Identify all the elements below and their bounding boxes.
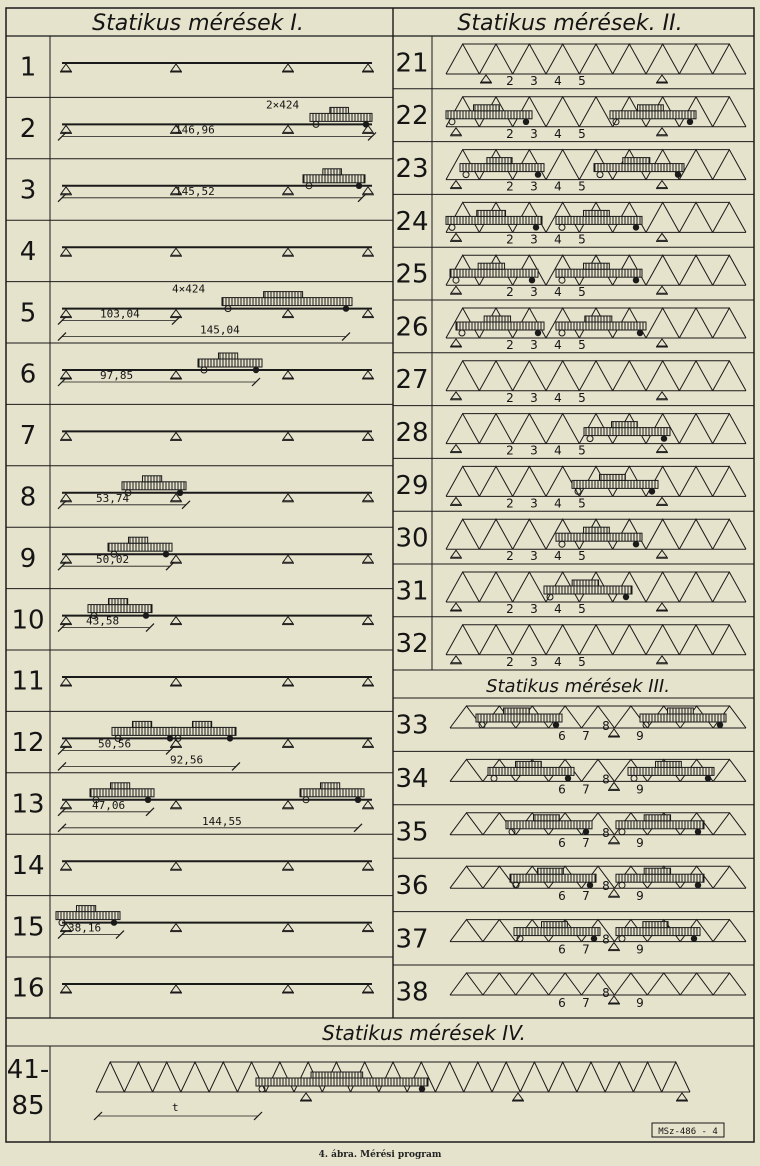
- panel-label-g: 8: [602, 986, 610, 1000]
- row-number-iv-top: 41-: [6, 1055, 50, 1085]
- support-2: [282, 862, 294, 870]
- support-0: [60, 739, 72, 747]
- panel-label-d: 5: [578, 338, 586, 352]
- row-number: 27: [395, 365, 429, 396]
- panel-label-f: 7: [582, 782, 590, 797]
- support-1: [170, 617, 182, 625]
- support-2: [282, 310, 294, 318]
- left-row-6: [6, 343, 393, 390]
- right-support: [656, 656, 668, 664]
- panel-label-a: 2: [506, 496, 514, 511]
- panel-label-b: 3: [530, 602, 538, 616]
- dimension-value: 50,56: [98, 737, 132, 751]
- support-1: [170, 310, 182, 318]
- load-vehicle-0: [476, 708, 562, 728]
- panel-label-c: 4: [554, 443, 562, 458]
- load-vehicle-0: [446, 210, 542, 230]
- panel-label-b: 3: [530, 232, 538, 247]
- right-support: [656, 339, 668, 347]
- load-vehicle-0: [450, 263, 538, 283]
- load-vehicle-1: [640, 708, 726, 728]
- panel-label-a: 2: [506, 179, 514, 194]
- right-row-37: [393, 912, 754, 957]
- panel-label-e: 6: [558, 996, 566, 1010]
- dimension-value: 145,52: [175, 184, 215, 198]
- support-2: [282, 64, 294, 72]
- panel-label-a: 2: [506, 654, 514, 669]
- panel-label-g: 8: [602, 932, 610, 947]
- right-support: [656, 550, 668, 558]
- right-support: [656, 603, 668, 611]
- panel-label-c: 4: [554, 338, 562, 352]
- right-row-24: [393, 194, 754, 246]
- row-number: 37: [395, 924, 429, 955]
- truss: [446, 44, 746, 74]
- support-0: [60, 371, 72, 379]
- load-label: 2×424: [266, 98, 300, 112]
- support-2: [512, 1093, 524, 1101]
- row-number: 14: [11, 850, 45, 881]
- left-row-11: [6, 650, 393, 697]
- panel-label-a: 2: [506, 549, 514, 564]
- panel-label-h: 9: [636, 942, 644, 957]
- load-vehicle-0: [460, 158, 544, 178]
- right-row-31: [393, 564, 754, 616]
- support-3: [362, 862, 374, 870]
- support-3: [362, 617, 374, 625]
- left-support: [450, 550, 462, 558]
- row-number: 38: [395, 977, 429, 1008]
- row-number: 22: [395, 101, 429, 132]
- panel-label-d: 5: [578, 126, 586, 141]
- left-support: [450, 181, 462, 189]
- panel-label-b: 3: [530, 179, 538, 194]
- panel-label-h: 9: [636, 996, 644, 1010]
- row-number: 31: [395, 576, 429, 607]
- row-number: 29: [395, 470, 429, 501]
- load-vehicle-1: [556, 316, 646, 336]
- truss: [450, 973, 746, 995]
- left-row-4: [6, 220, 393, 267]
- left-rows: [6, 53, 393, 1004]
- load-vehicle-1: [616, 922, 700, 942]
- panel-label-a: 2: [506, 443, 514, 458]
- support-3: [362, 432, 374, 440]
- truss: [446, 361, 746, 391]
- left-support: [450, 392, 462, 400]
- row-number: 11: [11, 666, 45, 697]
- panel-label-c: 4: [554, 390, 562, 405]
- support-3: [362, 371, 374, 379]
- support-3: [362, 187, 374, 195]
- row-number: 10: [11, 605, 45, 636]
- row-number: 5: [19, 298, 37, 329]
- panel-label-b: 3: [530, 654, 538, 669]
- left-row-13: [6, 773, 393, 832]
- support-3: [362, 64, 374, 72]
- panel-label-d: 5: [578, 74, 586, 88]
- panel-label-c: 4: [554, 232, 562, 247]
- support-1: [170, 64, 182, 72]
- support-0: [60, 862, 72, 870]
- dimension-value: 53,74: [96, 491, 130, 505]
- row-number: 33: [395, 710, 429, 741]
- left-row-2: [6, 97, 393, 144]
- left-row-3: [6, 159, 393, 206]
- panel-label-h: 9: [636, 835, 644, 850]
- support-2: [282, 371, 294, 379]
- panel-label-c: 4: [554, 285, 562, 300]
- left-support: [480, 75, 492, 83]
- support-3: [676, 1093, 688, 1101]
- right-row-27: [393, 353, 754, 405]
- panel-label-f: 7: [582, 835, 590, 850]
- support-1: [300, 1093, 312, 1101]
- right-support: [656, 233, 668, 241]
- right-support: [656, 445, 668, 453]
- support-0: [60, 678, 72, 686]
- dimension-value: 97,85: [100, 369, 134, 382]
- truss-web: [446, 625, 746, 655]
- support-1: [170, 862, 182, 870]
- support-0: [60, 985, 72, 993]
- load-label: 4×424: [172, 282, 206, 296]
- support-1: [170, 371, 182, 379]
- support-2: [282, 125, 294, 133]
- panel-label-b: 3: [530, 496, 538, 511]
- dimension-value: 145,04: [200, 323, 240, 337]
- stamp-label: MSz-486 - 4: [658, 1127, 718, 1137]
- panel-label-h: 9: [636, 889, 644, 904]
- truss-web: [450, 973, 746, 995]
- truss-web: [446, 44, 746, 74]
- load-vehicle-1: [594, 158, 684, 178]
- dimension-value: 146,96: [175, 123, 215, 137]
- panel-label-h: 9: [636, 729, 644, 743]
- truss-web: [96, 1062, 690, 1092]
- dimension-value: 38,16: [68, 921, 102, 935]
- row-number: 28: [395, 418, 429, 448]
- truss: [96, 1062, 690, 1092]
- panel-label-d: 5: [578, 602, 586, 616]
- support-0: [60, 187, 72, 195]
- panel-label-c: 4: [554, 74, 562, 88]
- row-number: 3: [19, 175, 37, 206]
- panel-label-d: 5: [578, 443, 586, 458]
- left-row-15: [6, 896, 393, 943]
- support-0: [60, 432, 72, 440]
- panel-label-c: 4: [554, 654, 562, 669]
- left-support: [450, 339, 462, 347]
- panel-label-e: 6: [558, 729, 566, 743]
- panel-label-d: 5: [578, 496, 586, 511]
- support-2: [282, 432, 294, 440]
- panel-label-b: 3: [530, 338, 538, 352]
- panel-label-h: 9: [636, 782, 644, 797]
- panel-label-e: 6: [558, 835, 566, 850]
- load-vehicle: [256, 1072, 428, 1092]
- section-title-3: Statikus mérések III.: [486, 676, 670, 697]
- panel-label-g: 8: [602, 825, 610, 840]
- right-row-21: [395, 44, 746, 88]
- left-row-16: [6, 957, 393, 1004]
- support-0: [60, 555, 72, 563]
- panel-label-d: 5: [578, 654, 586, 669]
- section-title-1: Statikus mérések I.: [92, 11, 304, 36]
- support-2: [282, 555, 294, 563]
- support-3: [362, 924, 374, 932]
- support-3: [362, 739, 374, 747]
- support-2: [282, 924, 294, 932]
- support-0: [60, 125, 72, 133]
- long-truss: [94, 1062, 690, 1120]
- panel-label-c: 4: [554, 602, 562, 616]
- support-0: [60, 64, 72, 72]
- support-1: [170, 924, 182, 932]
- left-row-9: [6, 527, 393, 574]
- load-vehicle-0: [446, 105, 532, 125]
- left-support: [450, 656, 462, 664]
- left-support: [450, 233, 462, 241]
- panel-label-d: 5: [578, 390, 586, 405]
- support-3: [362, 494, 374, 502]
- right-row-32: [393, 617, 754, 669]
- row-number: 24: [395, 206, 429, 237]
- support-0: [60, 248, 72, 256]
- row-number: 15: [11, 912, 45, 943]
- support-3: [362, 310, 374, 318]
- row-number: 12: [11, 728, 45, 759]
- left-row-8: [6, 466, 393, 513]
- left-support: [450, 445, 462, 453]
- left-row-10: [6, 589, 393, 636]
- right-support: [656, 286, 668, 294]
- support-1: [170, 801, 182, 809]
- panel-label-c: 4: [554, 126, 562, 141]
- row-number: 32: [395, 629, 429, 660]
- row-number: 8: [19, 482, 37, 513]
- right-row-35: [393, 805, 754, 850]
- panel-label-d: 5: [578, 232, 586, 247]
- panel-label-f: 7: [582, 942, 590, 957]
- right-support: [656, 181, 668, 189]
- support-1: [170, 555, 182, 563]
- support-2: [282, 985, 294, 993]
- panel-label-g: 8: [602, 772, 610, 787]
- left-row-12: [6, 711, 393, 770]
- panel-label-g: 8: [602, 879, 610, 894]
- panel-label-b: 3: [530, 126, 538, 141]
- load-vehicle-0: [544, 580, 632, 600]
- panel-label-b: 3: [530, 549, 538, 564]
- right-row-38: [393, 965, 754, 1010]
- support-0: [60, 494, 72, 502]
- section-title-2: Statikus mérések. II.: [457, 11, 683, 36]
- truss: [446, 625, 746, 655]
- support-0: [60, 617, 72, 625]
- panel-label-f: 7: [582, 729, 590, 743]
- panel-label-c: 4: [554, 179, 562, 194]
- figure-caption: 4. ábra. Mérési program: [318, 1150, 442, 1160]
- panel-label-a: 2: [506, 232, 514, 247]
- support-1: [170, 248, 182, 256]
- right-row-29: [393, 458, 754, 510]
- dimension-value: 50,02: [96, 553, 130, 567]
- right-row-30: [393, 511, 754, 563]
- row-number: 7: [19, 421, 37, 452]
- panel-label-e: 6: [558, 782, 566, 797]
- right-support: [656, 497, 668, 505]
- left-row-7: [6, 404, 393, 451]
- right-row-36: [393, 858, 754, 903]
- support-1: [170, 985, 182, 993]
- right-support: [656, 392, 668, 400]
- load-vehicle-0: [514, 922, 600, 942]
- row-number: 30: [395, 523, 429, 554]
- panel-label-b: 3: [530, 74, 538, 88]
- support-3: [362, 985, 374, 993]
- right-row-22: [393, 89, 754, 141]
- panel-label-a: 2: [506, 338, 514, 352]
- support-3: [362, 678, 374, 686]
- panel-label-b: 3: [530, 390, 538, 405]
- row-number-iv-bottom: 85: [11, 1091, 45, 1121]
- support-2: [282, 617, 294, 625]
- right-row-28: [393, 406, 754, 458]
- panel-label-c: 4: [554, 549, 562, 564]
- panel-label-b: 3: [530, 443, 538, 458]
- row-number: 13: [11, 789, 45, 820]
- row-number: 25: [395, 259, 429, 290]
- load-vehicle-1: [628, 761, 714, 781]
- load-vehicle-1: [616, 815, 704, 835]
- panel-label-a: 2: [506, 285, 514, 300]
- row-number: 16: [11, 973, 45, 1004]
- left-support: [450, 497, 462, 505]
- panel-label-d: 5: [578, 285, 586, 300]
- panel-label-e: 6: [558, 942, 566, 957]
- support-3: [362, 555, 374, 563]
- dimension-value: 47,06: [92, 798, 126, 812]
- left-row-5: [6, 282, 393, 341]
- row-number: 35: [395, 817, 429, 848]
- right-row-25: [393, 247, 754, 299]
- dimension-value: 103,04: [100, 307, 140, 321]
- support-2: [282, 678, 294, 686]
- right-row-26: [393, 300, 754, 352]
- row-iv: [7, 1055, 724, 1137]
- left-row-1: [20, 53, 374, 83]
- dimension-value: 92,56: [170, 753, 204, 767]
- section-title-4: Statikus mérések IV.: [322, 1021, 526, 1045]
- table-frame: [6, 8, 754, 1142]
- truss-web: [446, 361, 746, 391]
- dimension-value: 144,55: [202, 814, 242, 828]
- support-2: [282, 248, 294, 256]
- left-support: [450, 128, 462, 136]
- row-number: 34: [395, 764, 429, 795]
- support-2: [282, 494, 294, 502]
- support-1: [170, 678, 182, 686]
- outer-border: [6, 8, 754, 1142]
- panel-label-d: 5: [578, 549, 586, 564]
- support-0: [60, 801, 72, 809]
- row-number: 1: [19, 52, 37, 83]
- left-row-14: [6, 834, 393, 881]
- row-number: 6: [19, 359, 37, 390]
- panel-label-a: 2: [506, 390, 514, 405]
- row-number: 4: [19, 236, 37, 267]
- panel-label-b: 3: [530, 285, 538, 300]
- dimension-t: t: [172, 1101, 179, 1114]
- dimension-value: 43,58: [86, 614, 120, 628]
- right-support: [656, 75, 668, 83]
- right-row-23: [393, 142, 754, 194]
- support-3: [362, 801, 374, 809]
- row-number: 26: [395, 312, 429, 343]
- load-vehicle-1: [616, 868, 704, 888]
- row-number: 23: [395, 154, 429, 184]
- support-2: [282, 801, 294, 809]
- right-rows: [393, 44, 754, 1010]
- panel-label-d: 5: [578, 179, 586, 194]
- panel-label-a: 2: [506, 74, 514, 88]
- right-support: [656, 128, 668, 136]
- support-1: [170, 432, 182, 440]
- panel-label-f: 7: [582, 889, 590, 904]
- panel-label-a: 2: [506, 126, 514, 141]
- row-number: 9: [19, 543, 37, 574]
- row-number: 36: [395, 870, 429, 901]
- left-support: [450, 603, 462, 611]
- right-row-33: [395, 706, 746, 743]
- support-2: [282, 187, 294, 195]
- support-3: [362, 248, 374, 256]
- row-number: 2: [19, 114, 37, 145]
- support-0: [60, 310, 72, 318]
- support-2: [282, 739, 294, 747]
- panel-label-c: 4: [554, 496, 562, 511]
- right-row-34: [393, 751, 754, 796]
- panel-label-a: 2: [506, 602, 514, 616]
- row-number: 21: [395, 48, 429, 79]
- panel-label-g: 8: [602, 719, 610, 733]
- panel-label-f: 7: [582, 996, 590, 1010]
- left-support: [450, 286, 462, 294]
- panel-label-e: 6: [558, 889, 566, 904]
